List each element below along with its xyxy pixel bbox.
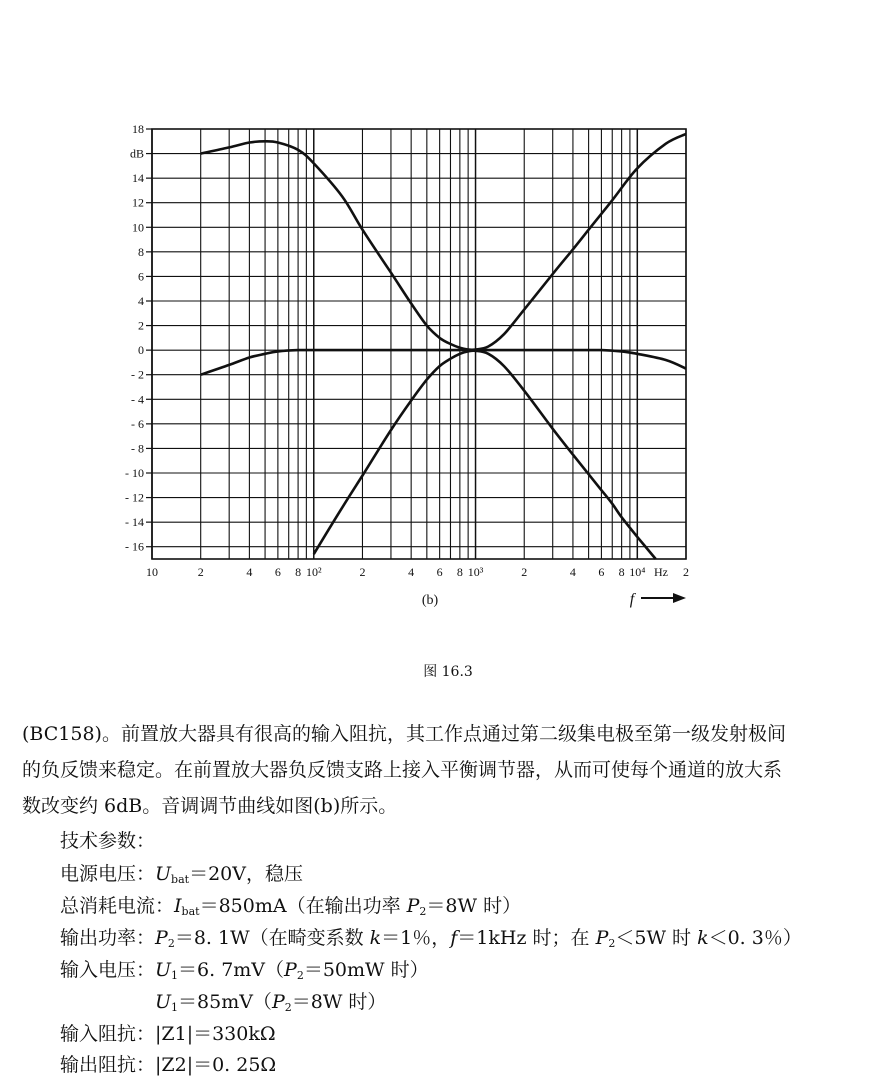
paragraph-line-3: 数改变约 6dB。音调调节曲线如图(b)所示。 xyxy=(22,795,398,817)
spec-input-voltage: 输入电压：$U_1=6$. $7mV(P_2=50mW$ 时） xyxy=(60,959,429,982)
x-tick-label: 6 xyxy=(598,565,605,579)
x-tick-label: 2 xyxy=(197,565,204,579)
x-tick-label: 10 xyxy=(146,565,158,579)
x-tick-label: 4 xyxy=(408,565,415,579)
spec-input-impedance: 输入阻抗：|Z1|＝330kΩ xyxy=(60,1023,276,1045)
x-tick-label: 6 xyxy=(436,565,443,579)
x-tick-label: 4 xyxy=(246,565,253,579)
y-tick-label: 2 xyxy=(138,318,144,333)
x-tick-label: 10³ xyxy=(467,565,484,579)
x-tick-label: 2 xyxy=(683,565,689,579)
panel-label: (b) xyxy=(421,593,439,608)
y-tick-label: 6 xyxy=(138,269,144,284)
y-tick-label: 10 xyxy=(132,220,144,235)
y-tick-label: - 4 xyxy=(131,392,144,407)
x-tick-label: 10² xyxy=(305,565,322,579)
series-curve-1 xyxy=(201,134,686,350)
y-tick-label: 12 xyxy=(132,195,144,210)
spec-supply-voltage: 电源电压：$U_{bat}=20V$，稳压 xyxy=(60,863,303,886)
paragraph-line-1: (BC158)。前置放大器具有很高的输入阻抗，其工作点通过第二级集电极至第一级发射极间 xyxy=(22,723,786,745)
frequency-axis-label: f xyxy=(629,591,635,608)
spec-input-voltage-2: $U_1=85mV(P_2=8W$ 时） xyxy=(155,991,387,1014)
y-tick-label: - 2 xyxy=(131,367,144,382)
y-tick-label: 4 xyxy=(138,294,144,308)
y-tick-label: - 14 xyxy=(125,515,144,530)
y-tick-label: - 8 xyxy=(131,441,144,456)
series-curve-3 xyxy=(314,351,656,559)
y-tick-label: - 16 xyxy=(125,539,144,554)
y-tick-label: 18 xyxy=(132,122,144,136)
paragraph-line-2: 的负反馈来稳定。在前置放大器负反馈支路上接入平衡调节器，从而可使每个通道的放大系 xyxy=(22,759,783,781)
x-tick-label: 4 xyxy=(569,565,576,579)
x-tick-label: 2 xyxy=(359,565,366,579)
y-tick-label: - 12 xyxy=(125,490,144,505)
x-unit-label: Hz xyxy=(653,565,668,579)
x-tick-label: 6 xyxy=(274,565,281,579)
y-tick-label: 0 xyxy=(138,343,144,358)
y-tick-label: dB xyxy=(129,146,144,161)
y-tick-label: 8 xyxy=(138,244,144,259)
x-tick-label: 10⁴ xyxy=(629,565,646,579)
chart-curves xyxy=(201,134,686,559)
y-tick-label: - 10 xyxy=(125,466,144,480)
spec-heading: 技术参数： xyxy=(60,830,156,852)
spec-total-current: 总消耗电流：$I_{bat}=850mA$（在输出功率 $P_2=8W$ 时） xyxy=(60,895,522,918)
y-tick-label: 14 xyxy=(132,171,144,186)
frequency-arrow xyxy=(641,593,686,603)
x-tick-label: 2 xyxy=(521,565,528,579)
x-tick-label: 8 xyxy=(295,565,302,579)
x-tick-label: 8 xyxy=(456,565,463,579)
figure-caption: 图 16.3 xyxy=(423,664,473,680)
spec-output-impedance: 输出阻抗：|Z2|＝0. 25Ω xyxy=(60,1054,277,1076)
y-tick-label: - 6 xyxy=(131,416,144,431)
x-tick-label: 8 xyxy=(618,565,625,579)
spec-output-power: 输出功率：$P_2=8$. 1W（在畸变系数 k＝1％，f＝1kHz 时；在 $P_2<5W$ 时 k＜0. 3％） xyxy=(60,927,802,950)
